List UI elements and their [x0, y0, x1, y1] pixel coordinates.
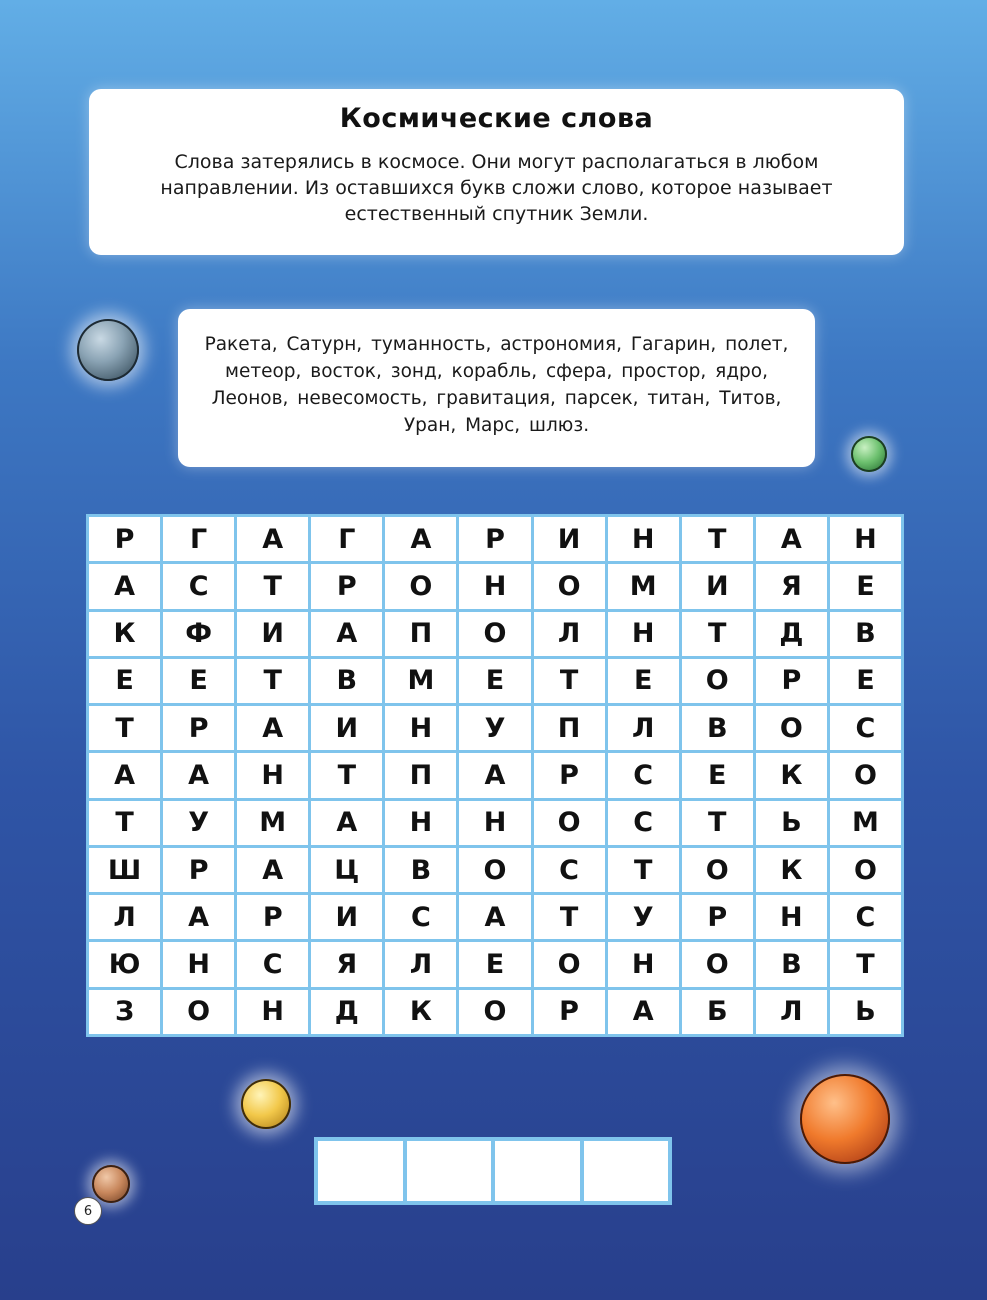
grid-cell[interactable]: О [534, 942, 605, 986]
grid-cell[interactable]: С [830, 706, 901, 750]
grid-cell[interactable]: А [608, 990, 679, 1034]
word-search-grid [86, 514, 904, 1037]
grid-cell[interactable]: И [237, 612, 308, 656]
grid-cell[interactable]: О [459, 612, 530, 656]
grid-cell[interactable]: В [311, 659, 382, 703]
grid-cell[interactable]: Ь [756, 801, 827, 845]
grid-cell[interactable]: О [682, 848, 753, 892]
grid-cell[interactable]: Т [830, 942, 901, 986]
grid-cell[interactable]: О [163, 990, 234, 1034]
grid-cell[interactable]: П [534, 706, 605, 750]
grid-cell[interactable]: Е [459, 659, 530, 703]
grid-cell[interactable]: С [608, 753, 679, 797]
grid-cell[interactable]: В [756, 942, 827, 986]
word-list-card [178, 309, 815, 467]
grid-cell[interactable]: Ш [89, 848, 160, 892]
grid-cell[interactable]: Р [534, 753, 605, 797]
grid-cell[interactable]: Т [682, 612, 753, 656]
grid-cell[interactable]: А [756, 517, 827, 561]
grid-cell[interactable]: У [608, 895, 679, 939]
grid-cell[interactable]: С [534, 848, 605, 892]
grid-cell[interactable]: Н [756, 895, 827, 939]
grid-cell[interactable]: Р [459, 517, 530, 561]
grid-cell[interactable]: И [311, 706, 382, 750]
grid-cell[interactable]: У [163, 801, 234, 845]
grid-cell[interactable]: Н [608, 612, 679, 656]
grid-cell[interactable]: А [385, 517, 456, 561]
grid-cell[interactable]: Р [534, 990, 605, 1034]
grid-cell[interactable]: Н [385, 801, 456, 845]
green-planet-icon [851, 436, 887, 472]
grid-cell[interactable]: Я [311, 942, 382, 986]
grid-cell[interactable]: В [830, 612, 901, 656]
grid-cell[interactable]: Г [311, 517, 382, 561]
grid-cell[interactable]: Р [89, 517, 160, 561]
grid-cell[interactable]: Е [163, 659, 234, 703]
grid-cell[interactable]: Л [385, 942, 456, 986]
answer-box[interactable] [407, 1141, 492, 1201]
grid-cell[interactable]: К [89, 612, 160, 656]
grid-cell[interactable]: С [385, 895, 456, 939]
grid-cell[interactable]: О [682, 659, 753, 703]
grid-cell[interactable]: Н [459, 564, 530, 608]
grid-cell[interactable]: В [682, 706, 753, 750]
grid-cell[interactable]: А [459, 753, 530, 797]
grid-cell[interactable]: О [830, 753, 901, 797]
answer-boxes [314, 1137, 672, 1205]
grid-cell[interactable]: З [89, 990, 160, 1034]
grid-cell[interactable]: Е [830, 659, 901, 703]
grid-cell[interactable]: О [385, 564, 456, 608]
grid-cell[interactable]: Г [163, 517, 234, 561]
grid-cell[interactable]: Е [608, 659, 679, 703]
grid-cell[interactable]: Е [89, 659, 160, 703]
grid-cell[interactable]: Н [608, 517, 679, 561]
yellow-planet-icon [241, 1079, 291, 1129]
grid-cell[interactable]: А [163, 753, 234, 797]
grid-cell[interactable]: С [163, 564, 234, 608]
page-number: 6 [74, 1197, 102, 1225]
grid-cell[interactable]: Б [682, 990, 753, 1034]
grid-cell[interactable]: Н [237, 990, 308, 1034]
grid-cell[interactable]: Д [756, 612, 827, 656]
grid-cell[interactable]: Т [237, 659, 308, 703]
grid-cell[interactable]: С [608, 801, 679, 845]
grid-cell[interactable]: А [311, 612, 382, 656]
grid-cell[interactable]: Р [682, 895, 753, 939]
grid-cell[interactable]: К [756, 848, 827, 892]
grid-cell[interactable]: А [163, 895, 234, 939]
grid-cell[interactable]: Т [682, 801, 753, 845]
grid-cell[interactable]: А [237, 848, 308, 892]
word-list-text: Ракета, Сатурн, туманность, астрономия, Гагарин, полет, метеор, восток, зонд, корабль, сфера, простор, ядро, Леонов, невесомость, гравитация, парсек, титан, Титов, Уран, Марс, шлюз. [204, 334, 789, 436]
grid-cell[interactable]: С [830, 895, 901, 939]
grid-cell[interactable]: О [459, 990, 530, 1034]
grid-cell[interactable]: П [385, 612, 456, 656]
grid-cell[interactable]: В [385, 848, 456, 892]
grid-cell[interactable]: Ь [830, 990, 901, 1034]
brown-planet-icon [92, 1165, 130, 1203]
grid-cell[interactable]: А [459, 895, 530, 939]
gray-planet-icon [77, 319, 139, 381]
grid-cell[interactable]: Р [163, 706, 234, 750]
grid-cell[interactable]: Ю [89, 942, 160, 986]
puzzle-title: Космические слова [339, 103, 654, 134]
grid-cell[interactable]: О [830, 848, 901, 892]
grid-cell[interactable]: Н [830, 517, 901, 561]
grid-cell[interactable]: Е [682, 753, 753, 797]
grid-cell[interactable]: И [682, 564, 753, 608]
grid-cell[interactable]: Н [459, 801, 530, 845]
grid-cell[interactable]: Л [608, 706, 679, 750]
grid-cell[interactable]: Р [163, 848, 234, 892]
answer-box[interactable] [495, 1141, 580, 1201]
grid-cell[interactable]: М [237, 801, 308, 845]
grid-cell[interactable]: О [682, 942, 753, 986]
grid-cell[interactable]: К [385, 990, 456, 1034]
grid-cell[interactable]: К [756, 753, 827, 797]
grid-cell[interactable]: И [311, 895, 382, 939]
grid-cell[interactable]: Т [89, 706, 160, 750]
grid-cell[interactable]: Ф [163, 612, 234, 656]
grid-cell[interactable]: О [534, 801, 605, 845]
grid-cell[interactable]: П [385, 753, 456, 797]
grid-cell[interactable]: Т [237, 564, 308, 608]
grid-cell[interactable]: О [459, 848, 530, 892]
grid-cell[interactable]: Я [756, 564, 827, 608]
grid-cell[interactable]: Д [311, 990, 382, 1034]
grid-cell[interactable]: О [534, 564, 605, 608]
grid-cell[interactable]: Р [237, 895, 308, 939]
grid-cell[interactable]: Л [89, 895, 160, 939]
grid-cell[interactable]: Е [459, 942, 530, 986]
grid-cell[interactable]: Р [756, 659, 827, 703]
instructions-text: Слова затерялись в космосе. Они могут располагаться в любом направлении. Из оставшихся букв сложи слово, которое называет естественный спутник Земли. [160, 151, 833, 225]
orange-planet-icon [800, 1074, 890, 1164]
grid-cell[interactable]: А [237, 706, 308, 750]
instructions-card [89, 89, 904, 255]
grid-cell[interactable]: А [237, 517, 308, 561]
grid-cell[interactable]: О [756, 706, 827, 750]
grid-cell[interactable]: Ц [311, 848, 382, 892]
grid-cell[interactable]: М [385, 659, 456, 703]
grid-cell[interactable]: М [830, 801, 901, 845]
grid-cell[interactable]: Т [682, 517, 753, 561]
answer-box[interactable] [584, 1141, 669, 1201]
grid-cell[interactable]: М [608, 564, 679, 608]
grid-cell[interactable]: Т [608, 848, 679, 892]
grid-cell[interactable]: Т [534, 659, 605, 703]
grid-cell[interactable]: И [534, 517, 605, 561]
grid-cell[interactable]: Т [534, 895, 605, 939]
grid-cell[interactable]: Е [830, 564, 901, 608]
grid-cell[interactable]: У [459, 706, 530, 750]
grid-cell[interactable]: Р [311, 564, 382, 608]
grid-cell[interactable]: Н [163, 942, 234, 986]
grid-cell[interactable]: Т [89, 801, 160, 845]
grid-cell[interactable]: А [89, 753, 160, 797]
grid-cell[interactable]: Н [608, 942, 679, 986]
grid-cell[interactable]: Л [756, 990, 827, 1034]
answer-box[interactable] [318, 1141, 403, 1201]
grid-cell[interactable]: А [89, 564, 160, 608]
grid-cell[interactable]: Н [237, 753, 308, 797]
grid-cell[interactable]: С [237, 942, 308, 986]
grid-cell[interactable]: А [311, 801, 382, 845]
grid-cell[interactable]: Л [534, 612, 605, 656]
grid-cell[interactable]: Н [385, 706, 456, 750]
grid-cell[interactable]: Т [311, 753, 382, 797]
